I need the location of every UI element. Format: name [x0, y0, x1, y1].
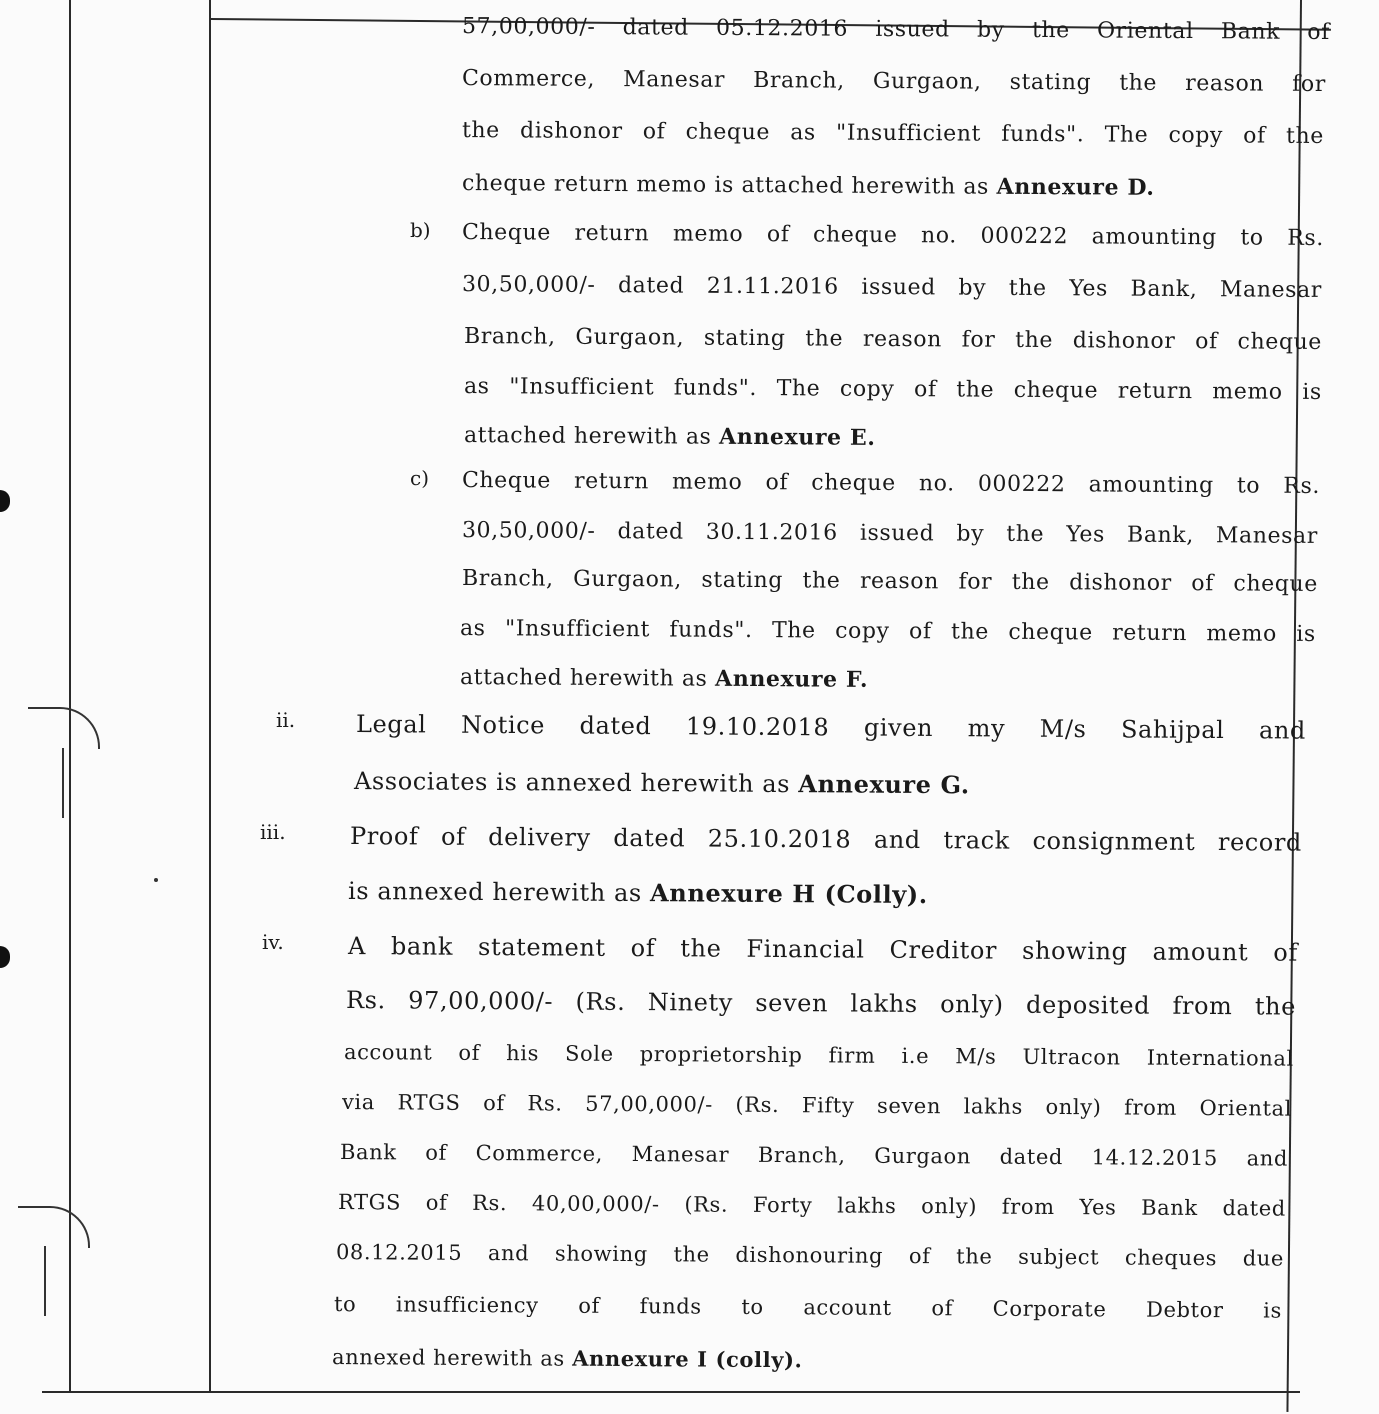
paragraph-line: A bank statement of the Financial Creditor showing amount of	[347, 932, 1298, 967]
list-marker: c)	[410, 466, 430, 490]
paragraph-line: RTGS of Rs. 40,00,000/- (Rs. Forty lakhs only) from Yes Bank dated	[337, 1190, 1286, 1221]
punch-arc-mark	[18, 1206, 90, 1248]
paragraph-line: 30,50,000/- dated 30.11.2016 issued by the Yes Bank, Manesar	[461, 518, 1319, 549]
paragraph-line: Legal Notice dated 19.10.2018 given my M/s Sahijpal and	[355, 710, 1307, 745]
paragraph-line	[462, 170, 1155, 201]
table-border-bottom	[42, 1391, 1300, 1393]
punch-arc-mark	[28, 707, 100, 749]
paragraph-line: as "Insufficient funds". The copy of the cheque return memo is	[459, 616, 1316, 647]
paragraph-line: as "Insufficient funds". The copy of the cheque return memo is	[463, 374, 1322, 405]
paragraph-line: 57,00,000/- dated 05.12.2016 issued by the Oriental Bank of	[461, 14, 1331, 46]
paragraph-line: Branch, Gurgaon, stating the reason for the dishonor of cheque	[463, 324, 1323, 355]
paragraph-line: Proof of delivery dated 25.10.2018 and track consignment record	[349, 822, 1303, 857]
paragraph-line: account of his Sole proprietorship firm i.e M/s Ultracon International	[343, 1040, 1294, 1071]
paragraph-text: is annexed herewith as	[347, 877, 642, 908]
table-column-divider	[209, 0, 211, 1392]
list-marker: iv.	[262, 930, 284, 954]
paragraph-line: via RTGS of Rs. 57,00,000/- (Rs. Fifty seven lakhs only) from Oriental	[341, 1090, 1293, 1121]
paragraph-text: attached herewith as	[459, 665, 708, 692]
punch-line-mark	[62, 748, 64, 818]
paragraph-line: 30,50,000/- dated 21.11.2016 issued by the Yes Bank, Manesar	[461, 272, 1323, 304]
paragraph-line: 08.12.2015 and showing the dishonouring of the subject cheques due	[335, 1240, 1285, 1271]
list-marker: b)	[410, 218, 431, 242]
paragraph-text: attached herewith as	[463, 423, 712, 450]
paragraph-text: Associates is annexed herewith as	[353, 767, 791, 799]
list-marker: iii.	[260, 820, 286, 844]
paragraph-line: the dishonor of cheque as "Insufficient funds". The copy of the	[461, 118, 1324, 150]
paragraph-line: Rs. 97,00,000/- (Rs. Ninety seven lakhs only) deposited from the	[345, 986, 1297, 1021]
paragraph-line: Branch, Gurgaon, stating the reason for the dishonor of cheque	[461, 566, 1318, 597]
table-border-left	[69, 0, 71, 1392]
paragraph-line: Commerce, Manesar Branch, Gurgaon, stating the reason for	[461, 66, 1326, 98]
binder-hole-mark	[0, 490, 10, 512]
speck-mark	[154, 878, 158, 882]
paragraph-line: Cheque return memo of cheque no. 000222 amounting to Rs.	[461, 220, 1325, 252]
table-border-right	[1286, 0, 1302, 1412]
paragraph-line	[464, 422, 876, 451]
paragraph-text: annexed herewith as	[331, 1345, 565, 1371]
annexure-reference: Annexure E.	[719, 423, 876, 451]
punch-line-mark	[44, 1246, 46, 1316]
annexure-reference: Annexure I (colly).	[572, 1345, 803, 1373]
paragraph-line	[460, 664, 868, 693]
annexure-reference: Annexure F.	[715, 665, 869, 693]
paragraph-line: Bank of Commerce, Manesar Branch, Gurgaon dated 14.12.2015 and	[339, 1140, 1289, 1171]
binder-hole-mark	[0, 946, 10, 968]
annexure-reference: Annexure G.	[798, 769, 970, 800]
annexure-reference: Annexure D.	[996, 173, 1155, 201]
paragraph-line: Cheque return memo of cheque no. 000222 amounting to Rs.	[461, 468, 1321, 499]
paragraph-line	[348, 876, 928, 909]
list-marker: ii.	[276, 708, 296, 732]
paragraph-line: to insufficiency of funds to account of Corporate Debtor is	[333, 1292, 1282, 1323]
annexure-reference: Annexure H (Colly).	[650, 878, 928, 910]
paragraph-line	[354, 766, 970, 799]
paragraph-text: cheque return memo is attached herewith as	[461, 171, 990, 200]
paragraph-line	[332, 1344, 803, 1372]
